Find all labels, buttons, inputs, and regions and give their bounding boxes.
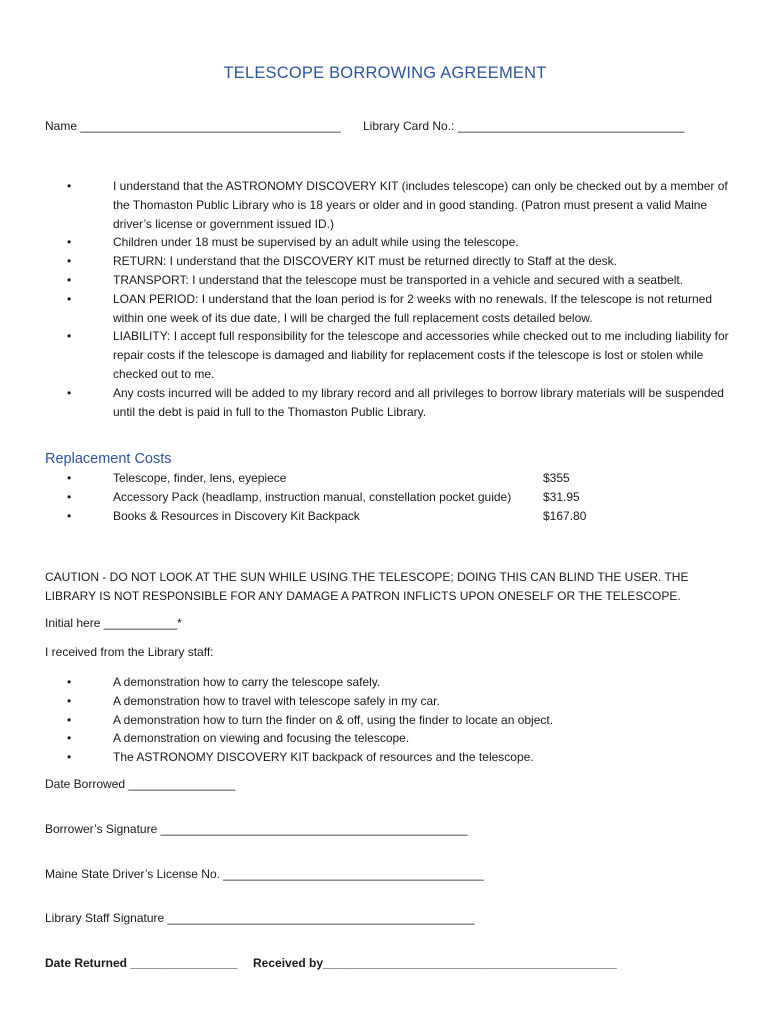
bullet-icon: • xyxy=(67,471,72,485)
cost-item-label: Telescope, finder, lens, eyepiece xyxy=(113,471,287,485)
staff-signature-field-line[interactable]: Library Staff Signature ______________________________________________ xyxy=(45,911,475,925)
cost-item-value: $355 xyxy=(543,471,570,485)
terms-list xyxy=(45,177,735,421)
cost-item-label: Accessory Pack (headlamp, instruction manual, constellation pocket guide) xyxy=(113,490,512,504)
bullet-icon: • xyxy=(67,750,72,765)
bullet-icon: • xyxy=(67,509,72,523)
date-borrowed-field-line[interactable]: Date Borrowed ________________ xyxy=(45,777,236,791)
bullet-icon: • xyxy=(67,272,72,287)
replacement-costs-heading: Replacement Costs xyxy=(45,451,172,467)
table-row xyxy=(45,509,586,528)
bullet-icon: • xyxy=(67,731,72,746)
license-number-field-line[interactable]: Maine State Driver’s License No. _______________________________________ xyxy=(45,867,484,881)
caution-notice: CAUTION - DO NOT LOOK AT THE SUN WHILE USING THE TELESCOPE; DOING THIS CAN BLIND THE USER. THE LIBRARY IS NOT RESPONSIBLE FOR ANY DAMAGE A PATRON INFLICTS UPON ONESELF OR THE TELESCOPE. xyxy=(45,570,689,603)
initial-field-line[interactable]: Initial here ___________* xyxy=(45,616,182,630)
list-item: • A demonstration how to carry the telescope safely. xyxy=(45,673,735,692)
name-field-line[interactable]: Name _______________________________________ xyxy=(45,119,341,133)
list-item: • Children under 18 must be supervised by an adult while using the telescope. xyxy=(45,233,735,252)
cost-item-value: $167.80 xyxy=(543,509,587,523)
list-item: • Any costs incurred will be added to my library record and all privileges to borrow library materials will be suspended until the debt is paid in full to the Thomaston Public Library. xyxy=(67,385,724,419)
bullet-icon: • xyxy=(67,693,72,708)
list-item: • RETURN: I understand that the DISCOVERY KIT must be returned directly to Staff at the desk. xyxy=(45,252,735,271)
table-row xyxy=(45,471,586,490)
replacement-costs-table xyxy=(45,471,586,528)
received-by-field-line[interactable]: Received by____________________________________________ xyxy=(253,956,617,970)
list-item: • A demonstration on viewing and focusing the telescope. xyxy=(45,729,735,748)
library-card-field-line[interactable]: Library Card No.: __________________________________ xyxy=(363,119,685,133)
bullet-icon: • xyxy=(67,675,72,689)
list-item: • I understand that the ASTRONOMY DISCOVERY KIT (includes telescope) can only be checked out by a member of the Thomaston Public Library who is 18 years or older and in good standing. (Patron must present a valid Maine driver’s license or government issued ID.) xyxy=(67,179,728,231)
bullet-icon: • xyxy=(67,385,72,400)
list-item: • LIABILITY: I accept full responsibility for the telescope and accessories while checked out to me including liability for repair costs if the telescope is damaged and liability for replacement costs if the telescope is lost or stolen while checked out to me. xyxy=(67,329,729,381)
bullet-icon: • xyxy=(67,490,72,504)
cost-item-label: Books & Resources in Discovery Kit Backpack xyxy=(113,509,360,523)
borrower-signature-field-line[interactable]: Borrower’s Signature ______________________________________________ xyxy=(45,822,468,836)
bullet-icon: • xyxy=(67,254,72,269)
cost-item-value: $31.95 xyxy=(543,490,580,504)
date-returned-field-line[interactable]: Date Returned ________________ xyxy=(45,956,238,970)
bullet-icon: • xyxy=(67,712,72,727)
list-item: • A demonstration how to turn the finder on & off, using the finder to locate an object. xyxy=(45,711,735,730)
list-item: • TRANSPORT: I understand that the telescope must be transported in a vehicle and secured with a seatbelt. xyxy=(45,271,735,290)
bullet-icon: • xyxy=(67,235,72,250)
list-item: • The ASTRONOMY DISCOVERY KIT backpack of resources and the telescope. xyxy=(45,748,735,767)
table-row xyxy=(45,490,586,509)
received-list xyxy=(45,673,735,767)
page-title: TELESCOPE BORROWING AGREEMENT xyxy=(223,64,547,82)
bullet-icon: • xyxy=(67,329,72,344)
received-intro: I received from the Library staff: xyxy=(45,645,214,659)
bullet-icon: • xyxy=(67,179,72,193)
bullet-icon: • xyxy=(67,291,72,306)
list-item: • A demonstration how to travel with telescope safely in my car. xyxy=(45,692,735,711)
list-item: • LOAN PERIOD: I understand that the loan period is for 2 weeks with no renewals. If the telescope is not returned within one week of its due date, I will be charged the full replacement costs detailed below. xyxy=(67,291,712,325)
